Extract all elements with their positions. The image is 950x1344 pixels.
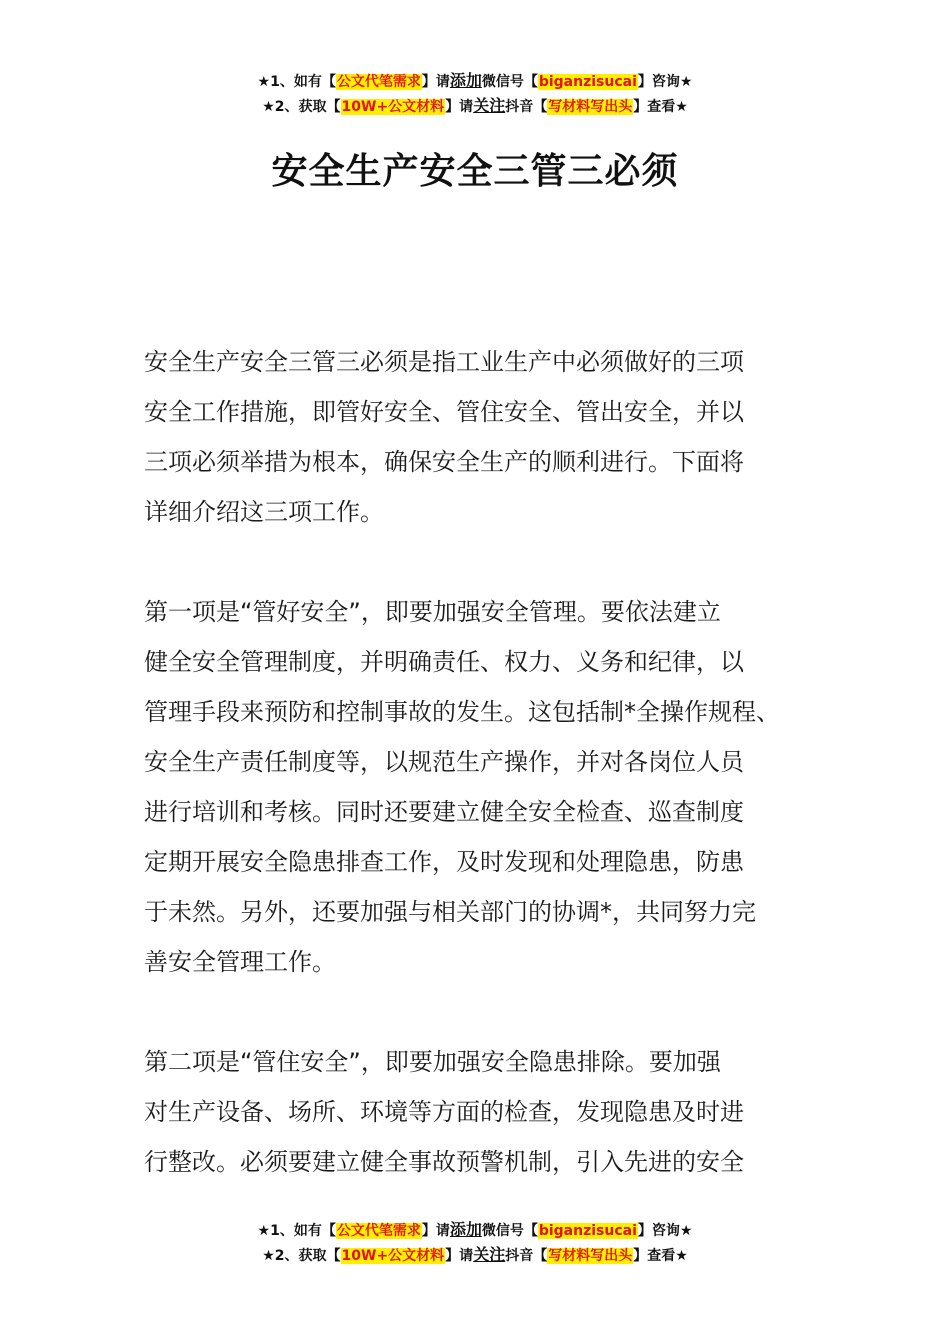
promo-line-2: ★2、获取【10W+公文材料】请关注抖音【写材料写出头】查看★ <box>262 1245 688 1264</box>
promo-highlight-douyin: 写材料写出头 <box>548 1248 633 1264</box>
text-line: 第一项是“管好安全”，即要加强安全管理。要依法建立 <box>144 598 721 626</box>
footer-promo <box>0 1218 950 1268</box>
text-line: 详细介绍这三项工作。 <box>144 498 384 526</box>
text-line: 三项必须举措为根本，确保安全生产的顺利进行。下面将 <box>144 448 744 476</box>
text-line: 健全安全管理制度，并明确责任、权力、义务和纪律，以 <box>144 648 744 676</box>
text-line: 管理手段来预防和控制事故的发生。这包括制*全操作规程、 <box>144 698 780 726</box>
promo-line-1: ★1、如有【公文代笔需求】请添加微信号【biganzisucai】咨询★ <box>257 1220 693 1239</box>
text-line: 于未然。另外，还要加强与相关部门的协调*，共同努力完 <box>144 898 756 926</box>
promo-highlight-materials: 10W+公文材料 <box>341 1248 445 1264</box>
text-line: 对生产设备、场所、环境等方面的检查，发现隐患及时进 <box>144 1098 744 1126</box>
text-line: 善安全管理工作。 <box>144 948 336 976</box>
promo-line-1: ★1、如有【公文代笔需求】请添加微信号【biganzisucai】咨询★ <box>257 71 693 90</box>
document-body <box>144 337 834 1237</box>
paragraph-item-2 <box>144 1037 834 1187</box>
text-line: 安全工作措施，即管好安全、管住安全、管出安全，并以 <box>144 398 744 426</box>
paragraph-item-1 <box>144 587 834 987</box>
text-line: 行整改。必须要建立健全事故预警机制，引入先进的安全 <box>144 1148 744 1176</box>
promo-line-2: ★2、获取【10W+公文材料】请关注抖音【写材料写出头】查看★ <box>262 96 688 115</box>
text-line: 定期开展安全隐患排查工作，及时发现和处理隐患，防患 <box>144 848 744 876</box>
promo-highlight-service: 公文代笔需求 <box>336 1223 421 1239</box>
promo-highlight-materials: 10W+公文材料 <box>341 99 445 115</box>
document-title: 安全生产安全三管三必须 <box>271 151 679 192</box>
paragraph-intro <box>144 337 834 537</box>
text-line: 第二项是“管住安全”，即要加强安全隐患排除。要加强 <box>144 1048 721 1076</box>
promo-highlight-wechat-id: biganzisucai <box>538 74 637 90</box>
text-line: 安全生产安全三管三必须是指工业生产中必须做好的三项 <box>144 348 744 376</box>
header-promo <box>0 69 950 119</box>
text-line: 安全生产责任制度等，以规范生产操作，并对各岗位人员 <box>144 748 744 776</box>
promo-highlight-douyin: 写材料写出头 <box>548 99 633 115</box>
promo-highlight-service: 公文代笔需求 <box>336 74 421 90</box>
promo-highlight-wechat-id: biganzisucai <box>538 1223 637 1239</box>
text-line: 进行培训和考核。同时还要建立健全安全检查、巡查制度 <box>144 798 744 826</box>
